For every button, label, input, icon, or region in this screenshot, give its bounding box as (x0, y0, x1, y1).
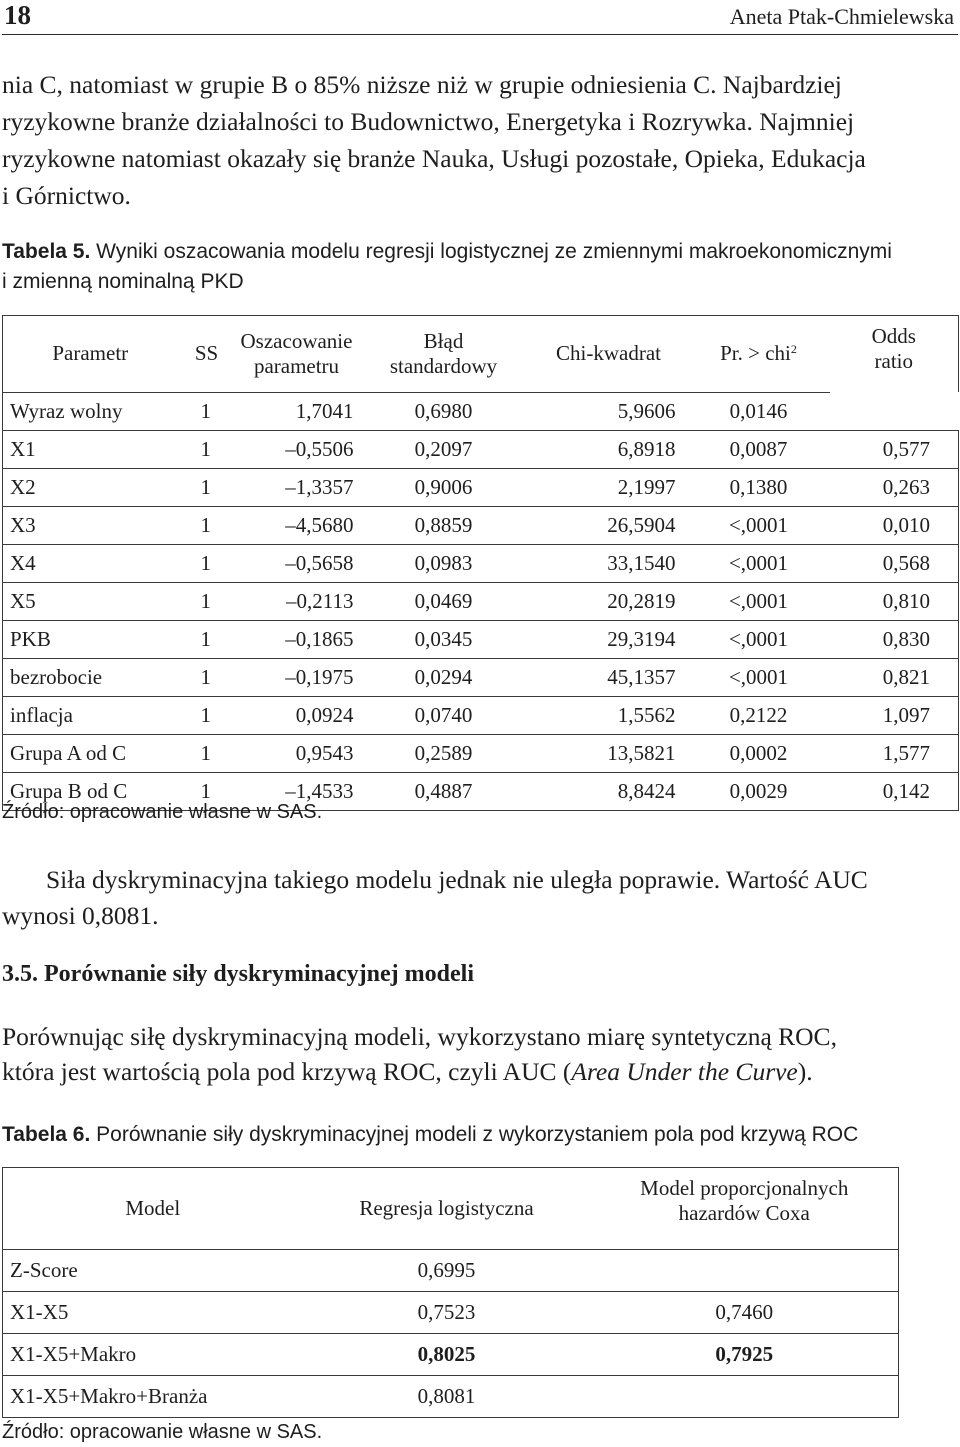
cell-ss: 1 (178, 772, 236, 810)
cell-chi-kwadrat: 29,3194 (530, 620, 688, 658)
table6 (2, 1167, 899, 1418)
para3-line-2-italic: Area Under the Curve (571, 1057, 798, 1086)
table5-caption-text: Wyniki oszacowania modelu regresji logistycznej ze zmiennymi makroekonomicznymi (96, 240, 892, 263)
header-blad-line2: standardowy (389, 353, 498, 378)
cell-pr-chi: <,0001 (688, 658, 830, 696)
page-number: 18 (4, 0, 31, 30)
header-oszacowanie (236, 316, 358, 393)
cell-chi-kwadrat: 45,1357 (530, 658, 688, 696)
cell-parametr: inflacja (3, 696, 178, 734)
table5-row (3, 392, 959, 430)
cell-oszacowanie: –1,3357 (236, 468, 358, 506)
header-chi-kwadrat: Chi-kwadrat (530, 316, 688, 393)
cell-parametr: X1 (3, 430, 178, 468)
para3-line-2-start: która jest wartością pola pod krzywą ROC, czyli AUC ( (2, 1057, 572, 1086)
cell-regresja-logistyczna: 0,7523 (303, 1292, 591, 1334)
cell-pr-chi: <,0001 (688, 620, 830, 658)
cell-ss: 1 (178, 544, 236, 582)
cell-odds-ratio: 1,577 (830, 734, 959, 772)
cell-blad-standardowy: 0,0294 (358, 658, 530, 696)
cell-ss: 1 (178, 582, 236, 620)
cell-pr-chi: 0,0029 (688, 772, 830, 810)
running-head-author: Aneta Ptak-Chmielewska (729, 4, 954, 29)
table5-label: Tabela 5. (2, 240, 91, 263)
section-number: 3.5. (2, 961, 38, 987)
table5-source: Źródło: opracowanie własne w SAS. (2, 801, 323, 823)
cell-blad-standardowy: 0,6980 (358, 392, 530, 430)
cell-odds-ratio: 0,821 (830, 658, 959, 696)
cell-ss: 1 (178, 506, 236, 544)
header-ss: SS (178, 316, 236, 393)
table6-source: Źródło: opracowanie własne w SAS. (2, 1421, 323, 1443)
cell-pr-chi: <,0001 (688, 582, 830, 620)
cell-parametr: X5 (3, 582, 178, 620)
cell-chi-kwadrat: 5,9606 (530, 392, 688, 430)
header-model-coxa (591, 1168, 899, 1250)
header-blad (358, 316, 530, 393)
cell-blad-standardowy: 0,9006 (358, 468, 530, 506)
table5-row (3, 544, 959, 582)
header-oszacowanie-line2: parametru (253, 353, 340, 378)
cell-pr-chi: <,0001 (688, 506, 830, 544)
cell-odds-ratio: 0,263 (830, 468, 959, 506)
cell-pr-chi: <,0001 (688, 544, 830, 582)
header-oszacowanie-line1: Oszacowanie (240, 328, 353, 353)
table5-row (3, 620, 959, 658)
cell-model-coxa (591, 1250, 899, 1292)
intro-line-2: ryzykowne branże działalności to Budownictwo, Energetyka i Rozrywka. Najmniej (2, 107, 855, 136)
cell-regresja-logistyczna: 0,8025 (303, 1334, 591, 1376)
cell-pr-chi: 0,0146 (688, 392, 830, 430)
cell-chi-kwadrat: 20,2819 (530, 582, 688, 620)
header-model: Model (3, 1168, 303, 1250)
cell-regresja-logistyczna: 0,6995 (303, 1250, 591, 1292)
cell-parametr: X3 (3, 506, 178, 544)
table5-header-row (3, 316, 959, 393)
cell-ss: 1 (178, 620, 236, 658)
cell-model: Z-Score (3, 1250, 303, 1292)
cell-blad-standardowy: 0,2097 (358, 430, 530, 468)
table5-caption-line-2: i zmienną nominalną PKD (2, 270, 244, 293)
cell-oszacowanie: –1,4533 (236, 772, 358, 810)
table5-row (3, 658, 959, 696)
header-rule (2, 34, 958, 35)
cell-odds-ratio: 0,142 (830, 772, 959, 810)
table6-row (3, 1334, 899, 1376)
header-pr-chi (688, 316, 830, 393)
cell-blad-standardowy: 0,0983 (358, 544, 530, 582)
cell-chi-kwadrat: 13,5821 (530, 734, 688, 772)
cell-odds-ratio: 0,568 (830, 544, 959, 582)
cell-model-coxa: 0,7925 (591, 1334, 899, 1376)
table5-row (3, 506, 959, 544)
cell-model-coxa (591, 1376, 899, 1418)
cell-odds-ratio: 0,577 (830, 430, 959, 468)
table5-row (3, 582, 959, 620)
header-odds-ratio (830, 316, 959, 393)
cell-chi-kwadrat: 33,1540 (530, 544, 688, 582)
cell-oszacowanie: –0,1975 (236, 658, 358, 696)
header-cox-line1: Model proporcjonalnych (640, 1176, 849, 1200)
table6-row (3, 1376, 899, 1418)
cell-parametr: X4 (3, 544, 178, 582)
cell-blad-standardowy: 0,0345 (358, 620, 530, 658)
intro-line-3: ryzykowne natomiast okazały się branże Nauka, Usługi pozostałe, Opieka, Edukacja (2, 144, 866, 173)
table6-row (3, 1292, 899, 1334)
header-pr-chi-text: Pr. > chi (720, 341, 791, 366)
intro-line-1: nia C, natomiast w grupie B o 85% niższe niż w grupie odniesienia C. Najbardziej (2, 70, 842, 99)
table5-row (3, 430, 959, 468)
cell-parametr: PKB (3, 620, 178, 658)
table6-row (3, 1250, 899, 1292)
cell-oszacowanie: –0,5658 (236, 544, 358, 582)
cell-oszacowanie: –4,5680 (236, 506, 358, 544)
cell-pr-chi: 0,1380 (688, 468, 830, 506)
para2-line-2: wynosi 0,8081. (2, 901, 159, 930)
table5 (2, 315, 959, 811)
header-cox-line2: hazardów Coxa (678, 1201, 810, 1226)
cell-pr-chi: 0,0087 (688, 430, 830, 468)
para3-line-2-end: ). (797, 1057, 813, 1086)
section-title: Porównanie siły dyskryminacyjnej modeli (44, 961, 474, 987)
header-odds-line2: ratio (874, 349, 913, 374)
cell-regresja-logistyczna: 0,8081 (303, 1376, 591, 1418)
table5-caption-line-1 (2, 240, 892, 264)
cell-blad-standardowy: 0,0740 (358, 696, 530, 734)
cell-ss: 1 (178, 468, 236, 506)
cell-chi-kwadrat: 26,5904 (530, 506, 688, 544)
cell-chi-kwadrat: 6,8918 (530, 430, 688, 468)
para3-line-1: Porównując siłę dyskryminacyjną modeli, wykorzystano miarę syntetyczną ROC, (2, 1022, 837, 1051)
para2-line-1: Siła dyskryminacyjna takiego modelu jednak nie uległa poprawie. Wartość AUC (46, 865, 868, 894)
cell-pr-chi: 0,2122 (688, 696, 830, 734)
intro-line-4: i Górnictwo. (2, 181, 131, 210)
cell-ss: 1 (178, 392, 236, 430)
cell-model-coxa: 0,7460 (591, 1292, 899, 1334)
cell-chi-kwadrat: 2,1997 (530, 468, 688, 506)
section-heading (2, 961, 474, 988)
cell-parametr: Grupa A od C (3, 734, 178, 772)
cell-blad-standardowy: 0,8859 (358, 506, 530, 544)
cell-parametr: X2 (3, 468, 178, 506)
table6-caption-text: Porównanie siły dyskryminacyjnej modeli z wykorzystaniem pola pod krzywą ROC (96, 1123, 859, 1146)
cell-ss: 1 (178, 658, 236, 696)
cell-blad-standardowy: 0,4887 (358, 772, 530, 810)
cell-odds-ratio: 1,097 (830, 696, 959, 734)
cell-parametr: bezrobocie (3, 658, 178, 696)
header-regresja-logistyczna: Regresja logistyczna (303, 1168, 591, 1250)
cell-parametr: Grupa B od C (3, 772, 178, 810)
header-odds-line1: Odds (871, 324, 916, 348)
table6-header-row (3, 1168, 899, 1250)
table5-row (3, 468, 959, 506)
cell-oszacowanie: 0,0924 (236, 696, 358, 734)
cell-blad-standardowy: 0,2589 (358, 734, 530, 772)
cell-ss: 1 (178, 696, 236, 734)
table6-label: Tabela 6. (2, 1123, 91, 1146)
cell-oszacowanie: –0,1865 (236, 620, 358, 658)
cell-parametr: Wyraz wolny (3, 392, 178, 430)
cell-oszacowanie: 0,9543 (236, 734, 358, 772)
cell-model: X1-X5 (3, 1292, 303, 1334)
cell-chi-kwadrat: 8,8424 (530, 772, 688, 810)
cell-oszacowanie: –0,2113 (236, 582, 358, 620)
header-pr-chi-sup: 2 (790, 342, 797, 357)
table5-row (3, 696, 959, 734)
cell-ss: 1 (178, 430, 236, 468)
table5-row (3, 734, 959, 772)
cell-oszacowanie: 1,7041 (236, 392, 358, 430)
cell-chi-kwadrat: 1,5562 (530, 696, 688, 734)
table6-caption (2, 1123, 858, 1147)
cell-model: X1-X5+Makro+Branża (3, 1376, 303, 1418)
cell-odds-ratio: 0,830 (830, 620, 959, 658)
cell-odds-ratio: 0,010 (830, 506, 959, 544)
cell-ss: 1 (178, 734, 236, 772)
cell-blad-standardowy: 0,0469 (358, 582, 530, 620)
cell-model: X1-X5+Makro (3, 1334, 303, 1376)
cell-oszacowanie: –0,5506 (236, 430, 358, 468)
para3-line-2 (2, 1057, 813, 1087)
header-parametr: Parametr (3, 316, 178, 393)
cell-pr-chi: 0,0002 (688, 734, 830, 772)
cell-odds-ratio: 0,810 (830, 582, 959, 620)
header-blad-line1: Błąd (423, 328, 464, 353)
